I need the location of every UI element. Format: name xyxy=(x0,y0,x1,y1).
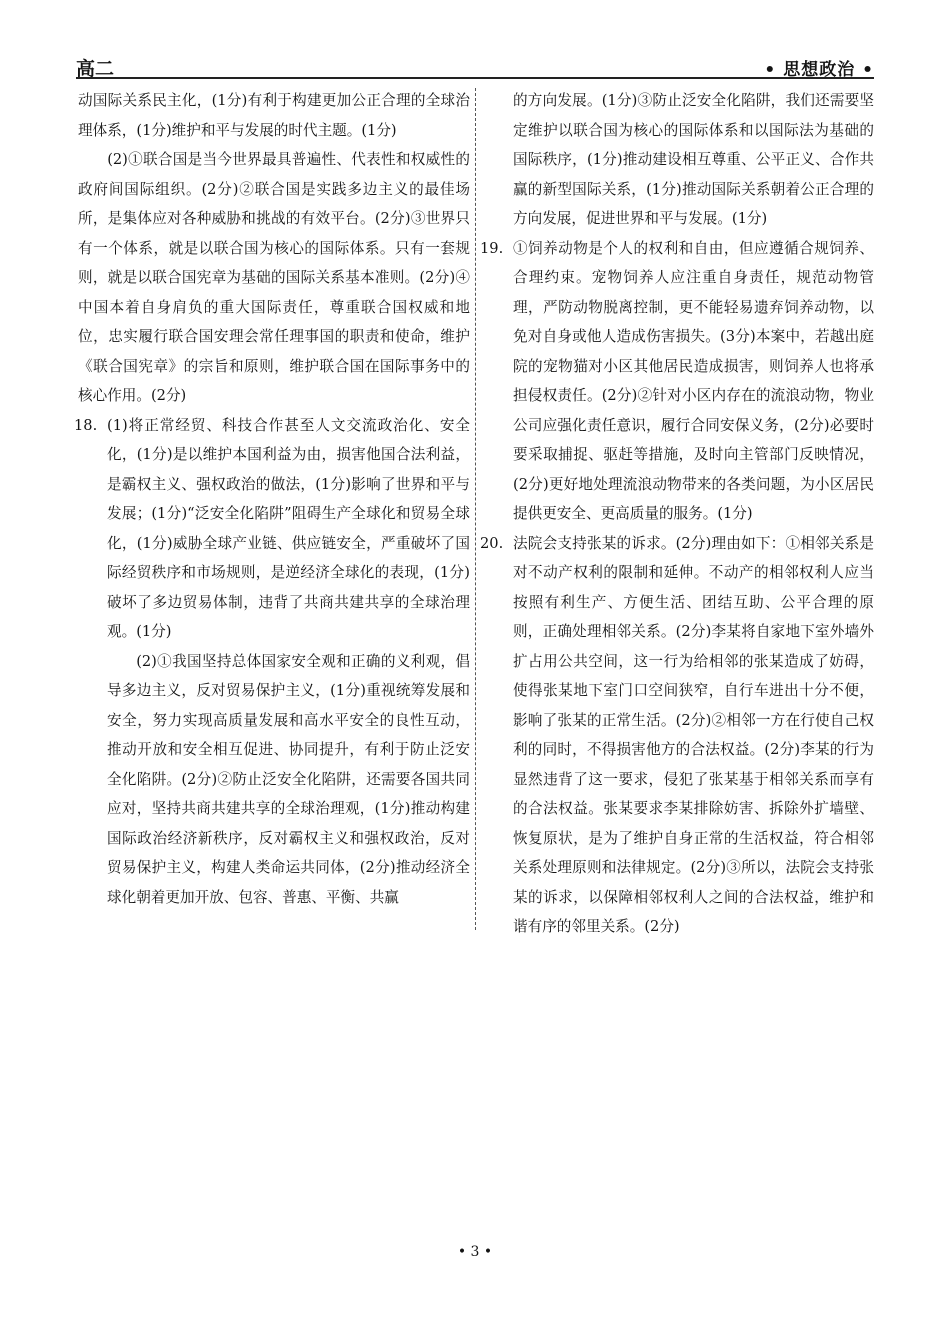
question-20-answer xyxy=(480,529,874,942)
right-column xyxy=(480,86,874,942)
grade-label: 高二 xyxy=(76,58,115,80)
answer-continuation: 动国际关系民主化，(1分)有利于构建更加公正合理的全球治理体系，(1分)维护和平与发展的时代主题。(1分) xyxy=(78,92,470,139)
question-number: 19. xyxy=(480,239,504,257)
header-rule xyxy=(76,77,874,79)
question-number: 18. xyxy=(74,416,98,434)
answer-paragraph: 法院会支持张某的诉求。(2分)理由如下：①相邻关系是对不动产权利的限制和延伸。不动产的相邻权利人应当按照有利生产、方便生活、团结互助、公平合理的原则，正确处理相邻关系。(2分)李某将自家地下室外墙外扩占用公共空间，这一行为给相邻的张某造成了妨碍，使得张某地下室门口空间狭窄，自行车进出十分不便，影响了张某的正常生活。(2分)②相邻一方在行使自己权利的同时，不得损害他方的合法权益。(2分)李某的行为显然违背了这一要求，侵犯了张某基于相邻关系而享有的合法权益。张某要求李某排除妨害、拆除外扩墙壁、恢复原状，是为了维护自身正常的生活权益，符合相邻关系处理原则和法律规定。(2分)③所以，法院会支持张某的诉求，以保障相邻权利人之间的合法权益，维护和谐有序的邻里关系。(2分) xyxy=(513,534,874,935)
question-number: 20. xyxy=(480,534,504,552)
column-divider xyxy=(475,88,476,930)
answer-continuation: 的方向发展。(1分)③防止泛安全化陷阱，我们还需要坚定维护以联合国为核心的国际体系和以国际法为基础的国际秩序，(1分)推动建设相互尊重、公平正义、合作共赢的新型国际关系，(1分)推动国际关系朝着公正合理的方向发展，促进世界和平与发展。(1分) xyxy=(513,92,874,227)
subject-label: • 思想政治 • xyxy=(764,60,874,80)
answer-paragraph: ①饲养动物是个人的权利和自由，但应遵循合规饲养、合理约束。宠物饲养人应注重自身责任，规范动物管理，严防动物脱离控制，更不能轻易遗弃饲养动物，以免对自身或他人造成伤害损失。(3分)本案中，若越出庭院的宠物猫对小区其他居民造成损害，则饲养人也将承担侵权责任。(2分)②针对小区内存在的流浪动物，物业公司应强化责任意识，履行合同安保义务，(2分)必要时要采取捕捉、驱赶等措施，及时向主管部门反映情况，(2分)更好地处理流浪动物带来的各类问题，为小区居民提供更安全、更高质量的服务。(1分) xyxy=(513,239,874,522)
page-number: • 3 • xyxy=(457,1244,493,1260)
question-18-answer xyxy=(74,411,470,913)
left-column xyxy=(74,86,470,912)
question-19-answer xyxy=(480,234,874,529)
answer-paragraph: (2)①我国坚持总体国家安全观和正确的义利观，倡导多边主义，反对贸易保护主义，(1分)重视统筹发展和安全，努力实现高质量发展和高水平安全的良性互动，推动开放和安全相互促进、协同提升，有利于防止泛安全化陷阱。(2分)②防止泛安全化陷阱，还需要各国共同应对，坚持共商共建共享的全球治理观，(1分)推动构建国际政治经济新秩序，反对霸权主义和强权政治，反对贸易保护主义，构建人类命运共同体，(2分)推动经济全球化朝着更加开放、包容、普惠、平衡、共赢 xyxy=(107,652,470,906)
answer-paragraph: (2)①联合国是当今世界最具普遍性、代表性和权威性的政府间国际组织。(2分)②联合国是实践多边主义的最佳场所，是集体应对各种威胁和挑战的有效平台。(2分)③世界只有一个体系，就是以联合国为核心的国际体系。只有一套规则，就是以联合国宪章为基础的国际关系基本准则。(2分)④中国本着自身肩负的重大国际责任，尊重联合国权威和地位，忠实履行联合国安理会常任理事国的职责和使命，维护《联合国宪章》的宗旨和原则，维护联合国在国际事务中的核心作用。(2分) xyxy=(78,151,470,404)
answer-paragraph: (1)将正常经贸、科技合作甚至人文交流政治化、安全化，(1分)是以维护本国利益为由，损害他国合法利益，是霸权主义、强权政治的做法，(1分)影响了世界和平与发展；(1分)“泛安全化陷阱”阻碍生产全球化和贸易全球化，(1分)威胁全球产业链、供应链安全，严重破坏了国际经贸秩序和市场规则，是逆经济全球化的表现，(1分)破坏了多边贸易体制，违背了共商共建共享的全球治理观。(1分) xyxy=(107,416,470,640)
page-header xyxy=(76,54,874,78)
